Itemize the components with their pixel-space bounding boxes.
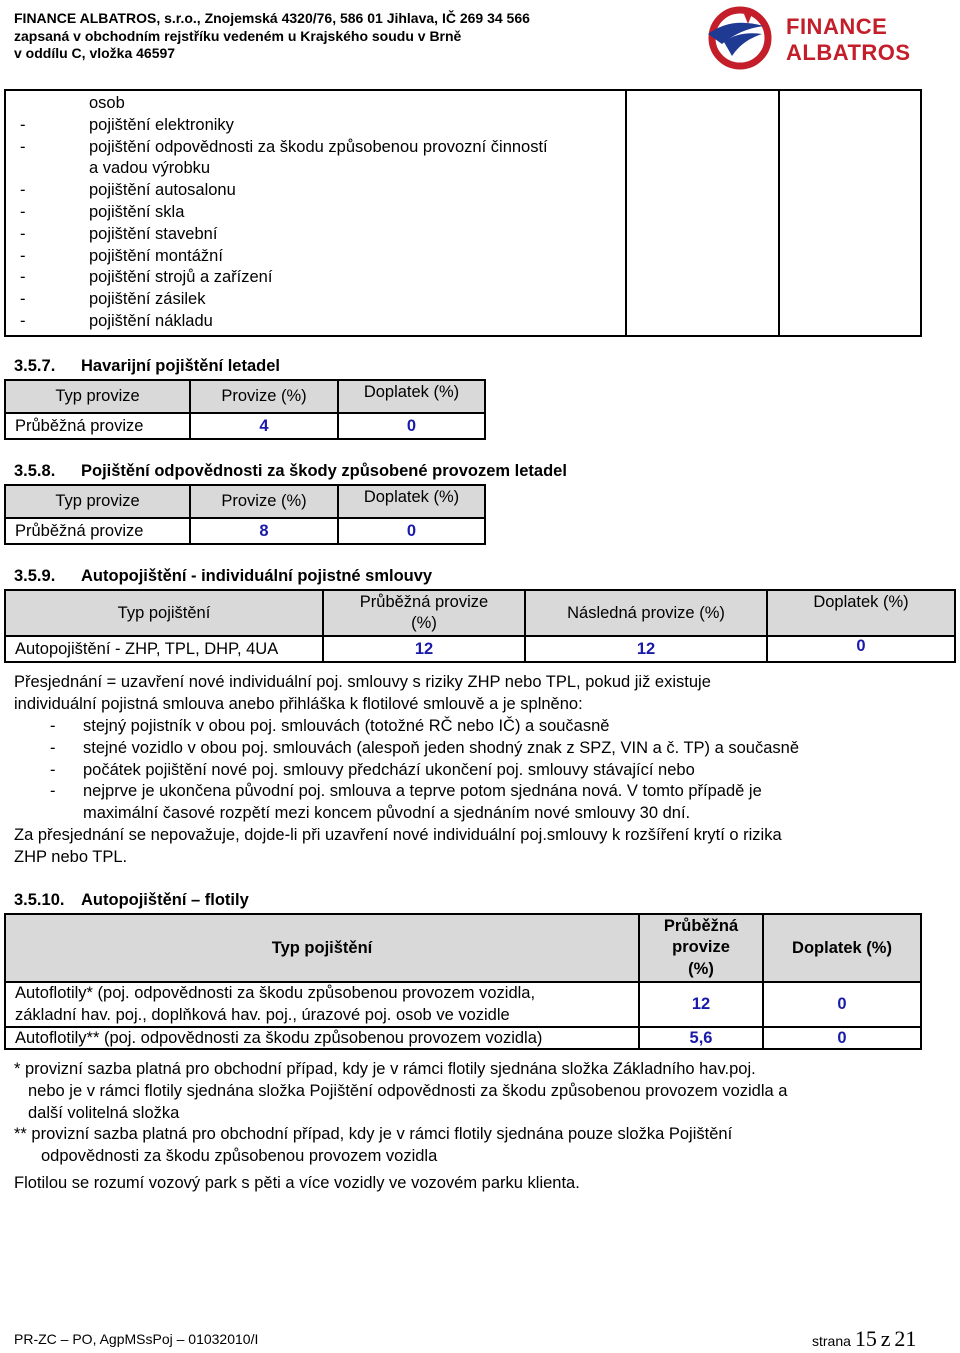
section-3-5-7-title: 3.5.7. Havarijní pojištění letadel	[14, 357, 280, 375]
list-item: - nejprve je ukončena původní poj. smlouva a teprve potom sjednána nová. V tomto případě je	[50, 782, 762, 801]
list-item: - pojištění montážní	[20, 246, 223, 265]
company-line-3: v oddílu C, vložka 46597	[14, 45, 176, 61]
company-line-1: FINANCE ALBATROS, s.r.o., Znojemská 4320/76, 586 01 Jihlava, IČ 269 34 566	[14, 10, 530, 26]
list-item: osob	[89, 94, 125, 112]
table-cell: 12	[525, 636, 767, 662]
header-cell: Průběžná provize (%)	[639, 914, 763, 982]
conditions-list	[14, 716, 934, 825]
finance-albatros-logo	[704, 4, 924, 72]
section-3-5-9-table	[4, 589, 956, 663]
header-cell: Typ provize	[5, 380, 190, 413]
note-double-star: ** provizní sazba platná pro obchodní případ, kdy je v rámci flotily sjednána pouze složka Pojištění odpovědnosti za škodu způsobenou provozem vozidla	[14, 1125, 733, 1165]
page-number: strana 15 z 21	[812, 1326, 917, 1351]
logo-word-finance: FINANCE	[786, 14, 888, 39]
insurance-types-table	[4, 89, 922, 337]
table-cell: 0	[338, 518, 485, 544]
list-item: - počátek pojištění nové poj. smlouvy předchází ukončení poj. smlouvy stávající nebo	[50, 760, 695, 779]
table-cell: 12	[323, 636, 525, 662]
header-cell: Následná provize (%)	[525, 590, 767, 636]
section-3-5-7-table	[4, 379, 486, 440]
list-item: - pojištění elektroniky	[20, 115, 234, 134]
list-item: - pojištění skla	[20, 202, 185, 221]
empty-cell	[626, 90, 780, 336]
table-cell: 0	[763, 1027, 921, 1049]
table-cell: 0	[767, 636, 955, 662]
section-3-5-10-title: 3.5.10. Autopojištění – flotily	[14, 891, 249, 909]
list-item: - stejný pojistník v obou poj. smlouvách (totožné RČ nebo IČ) a současně	[50, 717, 610, 735]
note-single-star: * provizní sazba platná pro obchodní případ, kdy je v rámci flotily sjednána složka Základního hav.poj. nebo je v rámci flotily sjednána složka Pojištění odpovědnosti za škodu způsobenou provozem vozidla a další volitelná složka	[14, 1060, 788, 1122]
fleet-definition: Flotilou se rozumí vozový park s pěti a více vozidly ve vozovém parku klienta.	[14, 1174, 580, 1192]
logo-word-albatros: ALBATROS	[786, 40, 911, 65]
section-3-5-9-title: 3.5.9. Autopojištění - individuální pojistné smlouvy	[14, 567, 433, 585]
list-item: - pojištění odpovědnosti za škodu způsobenou provozní činností	[20, 137, 548, 156]
list-item: - pojištění nákladu	[20, 311, 213, 330]
header-cell: Doplatek (%)	[763, 914, 921, 982]
table-cell: Průběžná provize	[5, 518, 190, 544]
list-item: - stejné vozidlo v obou poj. smlouvách (alespoň jeden shodný znak z SPZ, VIN a č. TP) a současně	[50, 738, 800, 757]
empty-cell	[779, 90, 921, 336]
header-cell: Průběžná provize (%)	[323, 590, 525, 636]
header-cell: Typ pojištění	[5, 590, 323, 636]
document-code: PR-ZC – PO, AgpMSsPoj – 01032010/I	[14, 1331, 259, 1347]
list-item: maximální časové rozpětí mezi koncem původní a sjednáním nové smlouvy 30 dní.	[83, 804, 691, 823]
header-cell: Provize (%)	[190, 485, 338, 518]
list-item: - pojištění strojů a zařízení	[20, 268, 273, 287]
header-cell: Typ provize	[5, 485, 190, 518]
header-cell: Typ pojištění	[5, 914, 639, 982]
list-item: a vadou výrobku	[89, 159, 211, 178]
table-cell: 8	[190, 518, 338, 544]
section-3-5-10-table	[4, 913, 922, 1050]
table-cell: 0	[763, 982, 921, 1027]
header-cell: Doplatek (%)	[767, 590, 955, 636]
insurance-list-cell	[5, 90, 626, 336]
reconclusion-paragraph: Přesjednání = uzavření nové individuální poj. smlouvy s riziky ZHP nebo TPL, pokud již existuje individuální pojistná smlouva anebo přihláška k flotilové smlouvě a je splněno:	[14, 673, 711, 713]
table-cell: 5,6	[639, 1027, 763, 1049]
section-3-5-8-table	[4, 484, 486, 545]
table-cell: 4	[190, 413, 338, 439]
table-cell: Průběžná provize	[5, 413, 190, 439]
list-item: - pojištění zásilek	[20, 290, 206, 309]
exclusion-paragraph: Za přesjednání se nepovažuje, dojde-li při uzavření nové individuální poj.smlouvy k rozšíření krytí o rizika ZHP nebo TPL.	[14, 826, 782, 866]
albatros-bird-icon	[704, 4, 780, 70]
table-cell: Autoflotily** (poj. odpovědnosti za škodu způsobenou provozem vozidla)	[5, 1027, 639, 1049]
company-line-2: zapsaná v obchodním rejstříku vedeném u Krajského soudu v Brně	[14, 28, 462, 44]
table-cell: 12	[639, 982, 763, 1027]
list-item: - pojištění autosalonu	[20, 181, 236, 200]
table-cell: 0	[338, 413, 485, 439]
table-cell: Autopojištění - ZHP, TPL, DHP, 4UA	[5, 636, 323, 662]
table-cell: Autoflotily* (poj. odpovědnosti za škodu způsobenou provozem vozidla, základní hav. poj., doplňková hav. poj., úrazové poj. osob ve vozidle	[5, 982, 639, 1027]
header-cell: Doplatek (%)	[338, 485, 485, 518]
list-item: - pojištění stavební	[20, 224, 218, 243]
header-cell: Doplatek (%)	[338, 380, 485, 413]
section-3-5-8-title: 3.5.8. Pojištění odpovědnosti za škody způsobené provozem letadel	[14, 462, 567, 480]
header-cell: Provize (%)	[190, 380, 338, 413]
